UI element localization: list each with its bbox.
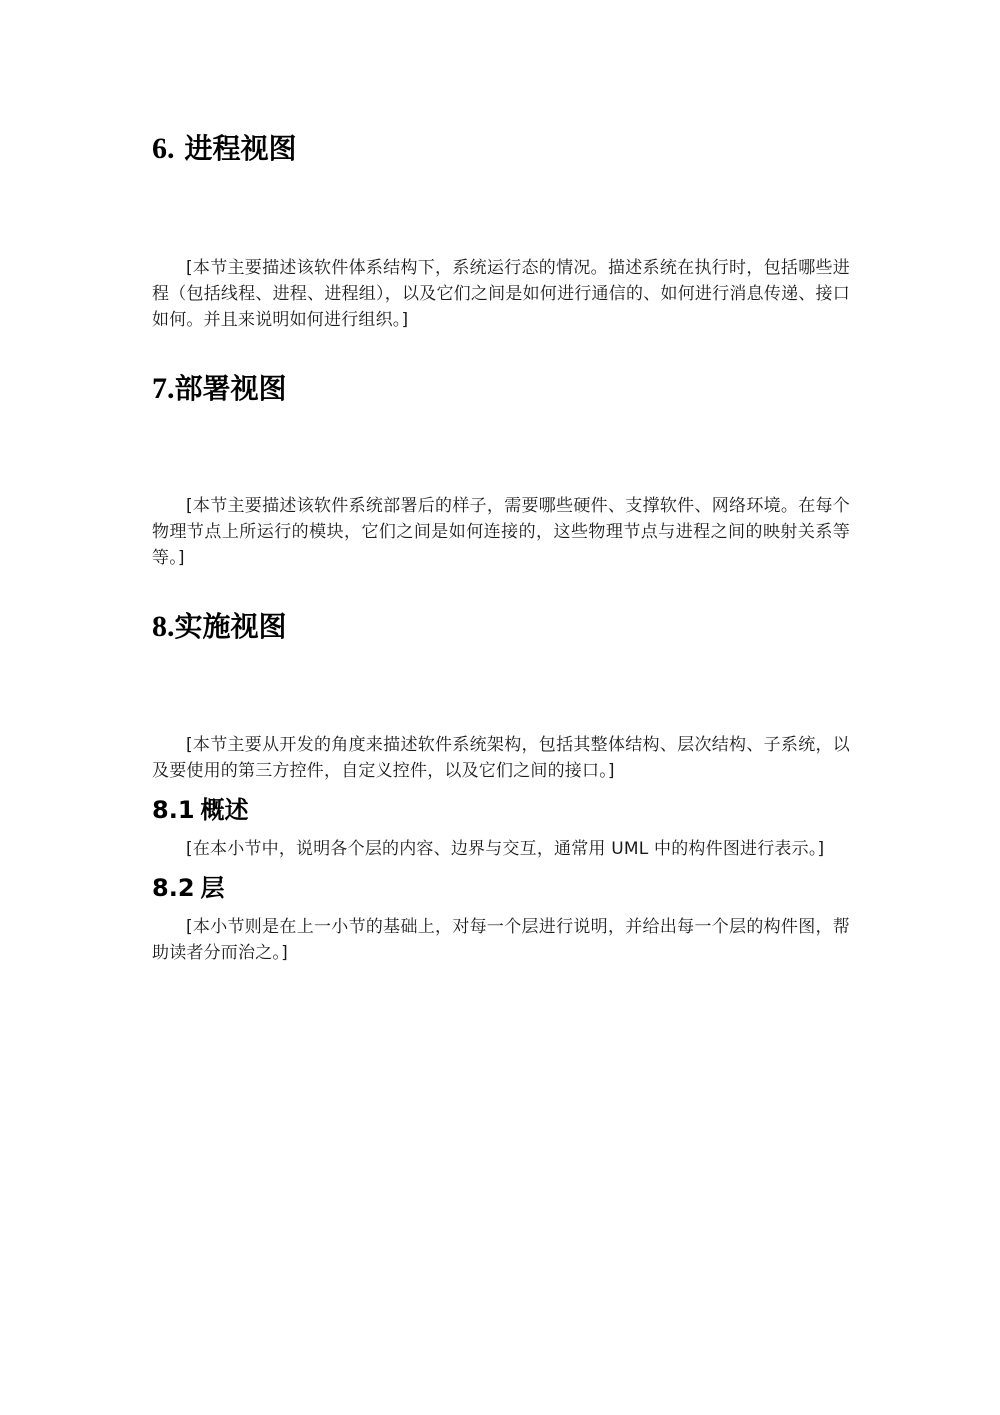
section-title: 实施视图 xyxy=(174,610,287,643)
section-body-7: [本节主要描述该软件系统部署后的样子，需要哪些硬件、支撑软件、网络环境。在每个物理节点上所运行的模块，它们之间是如何连接的，这些物理节点与进程之间的映射关系等等。] xyxy=(152,496,850,568)
section-heading-6 xyxy=(152,131,297,167)
subsection-body-8-2: [本小节则是在上一小节的基础上，对每一个层进行说明，并给出每一个层的构件图，帮助读者分而治之。] xyxy=(152,917,850,963)
section-heading-7 xyxy=(152,371,287,407)
section-number: 6. xyxy=(152,132,175,165)
section-number: 7. xyxy=(152,372,175,405)
subsection-heading-8-1 xyxy=(152,795,249,825)
section-number: 8. xyxy=(152,610,175,643)
subsection-number: 8.2 xyxy=(152,874,195,902)
subsection-title: 概述 xyxy=(200,796,249,824)
section-heading-8 xyxy=(152,609,287,645)
section-title: 部署视图 xyxy=(174,372,287,405)
subsection-number: 8.1 xyxy=(152,796,195,824)
subsection-heading-8-2 xyxy=(152,873,225,903)
section-body-6: [本节主要描述该软件体系结构下，系统运行态的情况。描述系统在执行时，包括哪些进程（包括线程、进程、进程组），以及它们之间是如何进行通信的、如何进行消息传递、接口如何。并且来说明如何进行组织。] xyxy=(152,258,850,330)
section-title: 进程视图 xyxy=(184,132,297,165)
subsection-body-8-1: [在本小节中，说明各个层的内容、边界与交互，通常用 UML 中的构件图进行表示。] xyxy=(186,839,825,859)
subsection-title: 层 xyxy=(200,874,225,902)
section-body-8: [本节主要从开发的角度来描述软件系统架构，包括其整体结构、层次结构、子系统，以及要使用的第三方控件，自定义控件，以及它们之间的接口。] xyxy=(152,735,850,781)
